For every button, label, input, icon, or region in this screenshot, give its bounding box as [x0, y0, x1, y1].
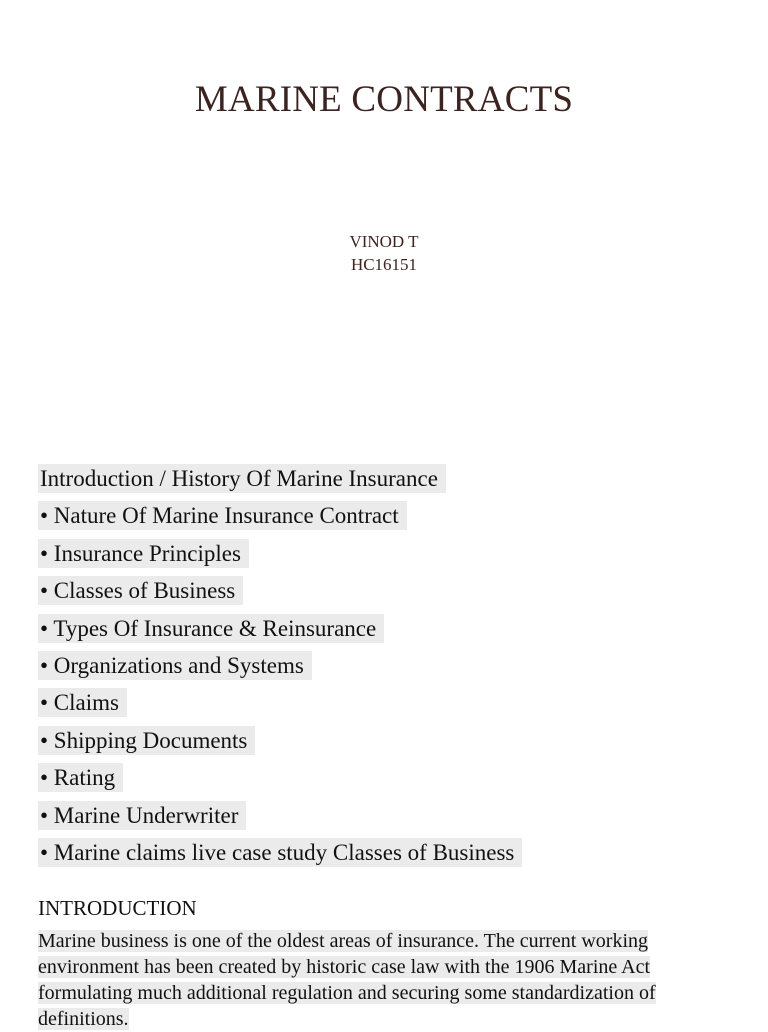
author-name: VINOD T [349, 232, 419, 251]
toc-item [38, 838, 738, 875]
toc-item [38, 726, 738, 763]
toc-item [38, 688, 738, 725]
toc-item [38, 464, 738, 501]
toc-item-text: • Organizations and Systems [38, 651, 312, 680]
document-title: MARINE CONTRACTS [194, 79, 574, 120]
toc-item-text: • Classes of Business [38, 576, 243, 605]
table-of-contents [38, 464, 738, 875]
author-id: HC16151 [350, 255, 418, 274]
toc-item-text: Introduction / History Of Marine Insurance [38, 464, 446, 493]
introduction-paragraph [38, 928, 748, 1032]
introduction-text: Marine business is one of the oldest areas of insurance. The current working environment has been created by historic case law with the 1906 Marine Act formulating much additional regulation and securing some standardization of definitions. [38, 930, 656, 1030]
toc-item-text: • Types Of Insurance & Reinsurance [38, 614, 384, 643]
toc-item [38, 614, 738, 651]
toc-item-text: • Insurance Principles [38, 539, 249, 568]
toc-item [38, 501, 738, 538]
toc-item-text: • Marine Underwriter [38, 801, 246, 830]
toc-item-text: • Shipping Documents [38, 726, 255, 755]
toc-item-text: • Nature Of Marine Insurance Contract [38, 501, 407, 530]
toc-item [38, 801, 738, 838]
toc-item [38, 539, 738, 576]
toc-item [38, 651, 738, 688]
toc-item-text: • Claims [38, 688, 127, 717]
toc-item-text: • Marine claims live case study Classes of Business [38, 838, 522, 867]
toc-item-text: • Rating [38, 763, 123, 792]
introduction-heading: INTRODUCTION [38, 896, 197, 920]
author-block [0, 230, 768, 276]
toc-item [38, 576, 738, 613]
toc-item [38, 763, 738, 800]
